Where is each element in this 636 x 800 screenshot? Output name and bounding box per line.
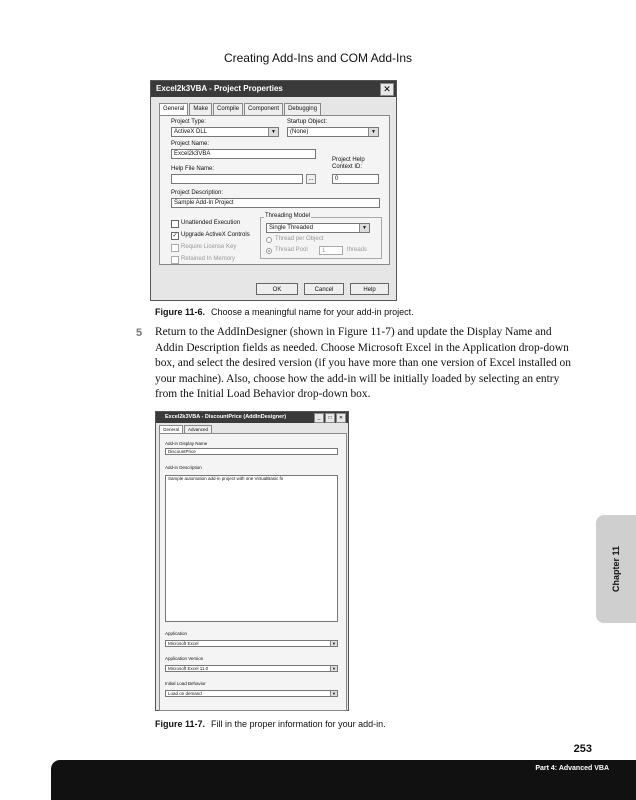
threading-label: Threading Model [265, 213, 311, 219]
project-type-label: Project Type: [171, 119, 206, 125]
threads-label: threads [347, 247, 368, 253]
chevron-down-icon: ▼ [330, 691, 337, 696]
maximize-icon[interactable]: □ [325, 413, 335, 423]
page-number: 253 [573, 743, 592, 755]
thread-pool-radio[interactable] [266, 248, 272, 254]
tab-make[interactable]: Make [189, 103, 212, 115]
threading-value: Single Threaded [269, 225, 313, 231]
license-label: Require License Key [181, 244, 237, 250]
close-icon[interactable]: ✕ [380, 83, 394, 96]
thread-per-object-label: Thread per Object [275, 236, 324, 242]
help-file-input[interactable] [171, 174, 303, 184]
tab-debugging[interactable]: Debugging [284, 103, 321, 115]
app-version-value: Microsoft Excel 11.0 [168, 666, 209, 671]
figure-caption-text: Fill in the proper information for your add-in. [211, 719, 386, 729]
description-label: Add-in Description [165, 465, 202, 470]
chevron-down-icon: ▼ [330, 641, 337, 646]
upgrade-label: Upgrade ActiveX Controls [181, 232, 250, 238]
application-value: Microsoft Excel [168, 641, 199, 646]
startup-object-label: Startup Object: [287, 119, 328, 125]
browse-button[interactable]: ... [306, 174, 316, 184]
figure-number: Figure 11-6. [155, 307, 206, 317]
load-behavior-select[interactable] [165, 690, 338, 697]
dialog-title: Excel2k3VBA - Project Properties [151, 81, 396, 97]
footer-bar [51, 760, 636, 800]
chevron-down-icon: ▼ [268, 128, 278, 136]
application-select[interactable] [165, 640, 338, 647]
project-name-label: Project Name: [171, 141, 210, 147]
app-version-label: Application Version [165, 656, 204, 661]
window-controls [313, 413, 346, 423]
unattended-checkbox[interactable] [171, 220, 179, 228]
application-label: Application [165, 631, 188, 636]
minimize-icon[interactable]: _ [314, 413, 324, 423]
tab-strip [159, 425, 213, 433]
help-file-label: Help File Name: [171, 166, 215, 172]
figure-caption-2 [155, 719, 386, 729]
retained-checkbox[interactable] [171, 256, 179, 264]
general-panel [159, 433, 347, 711]
chapter-label: Chapter 11 [611, 545, 621, 593]
close-icon[interactable]: ✕ [336, 413, 346, 423]
project-type-value: ActiveX DLL [174, 129, 208, 135]
description-input[interactable]: Sample Add-In Project [171, 198, 380, 208]
chapter-side-tab [596, 515, 636, 623]
addin-designer-dialog [155, 411, 349, 711]
project-name-input[interactable]: Excel2k3VBA [171, 149, 316, 159]
threading-select[interactable] [266, 223, 370, 233]
step-text: Return to the AddInDesigner (shown in Figure 11-7) and update the Display Name and Addin Description fields as needed. Choose Microsoft Excel in the Application drop-down box, and select the desired version (if you have more than one version of Excel installed on your machine). Also, choose how the add-in will be initially loaded by selecting an entry from the Initial Load Behavior drop-down box. [155, 326, 571, 401]
tab-advanced[interactable]: Advanced [184, 425, 212, 433]
license-checkbox[interactable] [171, 244, 179, 252]
tab-general[interactable]: General [159, 425, 183, 433]
display-name-label: Add-in Display Name [165, 441, 208, 446]
help-context-label: Project Help Context ID: [332, 157, 365, 170]
chevron-down-icon: ▼ [368, 128, 378, 136]
help-context-input[interactable]: 0 [332, 174, 379, 184]
display-name-input[interactable]: DiscountPrice [165, 448, 338, 455]
figure-caption-text: Choose a meaningful name for your add-in project. [211, 307, 414, 317]
tab-component[interactable]: Component [244, 103, 283, 115]
running-head: Creating Add-Ins and COM Add-Ins [223, 51, 413, 65]
thread-pool-label: Thread Pool [275, 247, 308, 253]
general-panel [159, 115, 390, 265]
thread-pool-input[interactable]: 1 [319, 246, 343, 255]
thread-per-object-radio[interactable] [266, 237, 272, 243]
load-behavior-value: Load on demand [168, 691, 202, 696]
load-behavior-label: Initial Load Behavior [165, 681, 206, 686]
tab-strip [159, 103, 322, 115]
figure-caption-1 [155, 307, 414, 317]
upgrade-checkbox[interactable]: ✓ [172, 233, 178, 239]
description-label: Project Description: [171, 190, 224, 196]
figure-number: Figure 11-7. [155, 719, 206, 729]
app-version-select[interactable] [165, 665, 338, 672]
step-number: 5 [136, 327, 143, 339]
startup-object-value: (None) [290, 129, 309, 135]
cancel-button[interactable]: Cancel [304, 283, 344, 295]
dialog-title: Excel2k3VBA - DiscountPrice (AddInDesigner) [156, 412, 348, 423]
description-textarea[interactable]: Sample automation add-in project with one VirtualBasic fn [165, 475, 338, 622]
project-type-select[interactable] [171, 127, 279, 137]
tab-compile[interactable]: Compile [213, 103, 243, 115]
ok-button[interactable]: OK [256, 283, 298, 295]
unattended-label: Unattended Execution [181, 220, 241, 226]
retained-label: Retained In Memory [181, 256, 236, 262]
startup-object-select[interactable] [287, 127, 379, 137]
project-properties-dialog [150, 80, 397, 301]
chevron-down-icon: ▼ [330, 666, 337, 671]
help-button[interactable]: Help [350, 283, 389, 295]
part-label: Part 4: Advanced VBA [535, 765, 609, 772]
tab-general[interactable]: General [159, 103, 188, 115]
chevron-down-icon: ▼ [359, 224, 369, 232]
